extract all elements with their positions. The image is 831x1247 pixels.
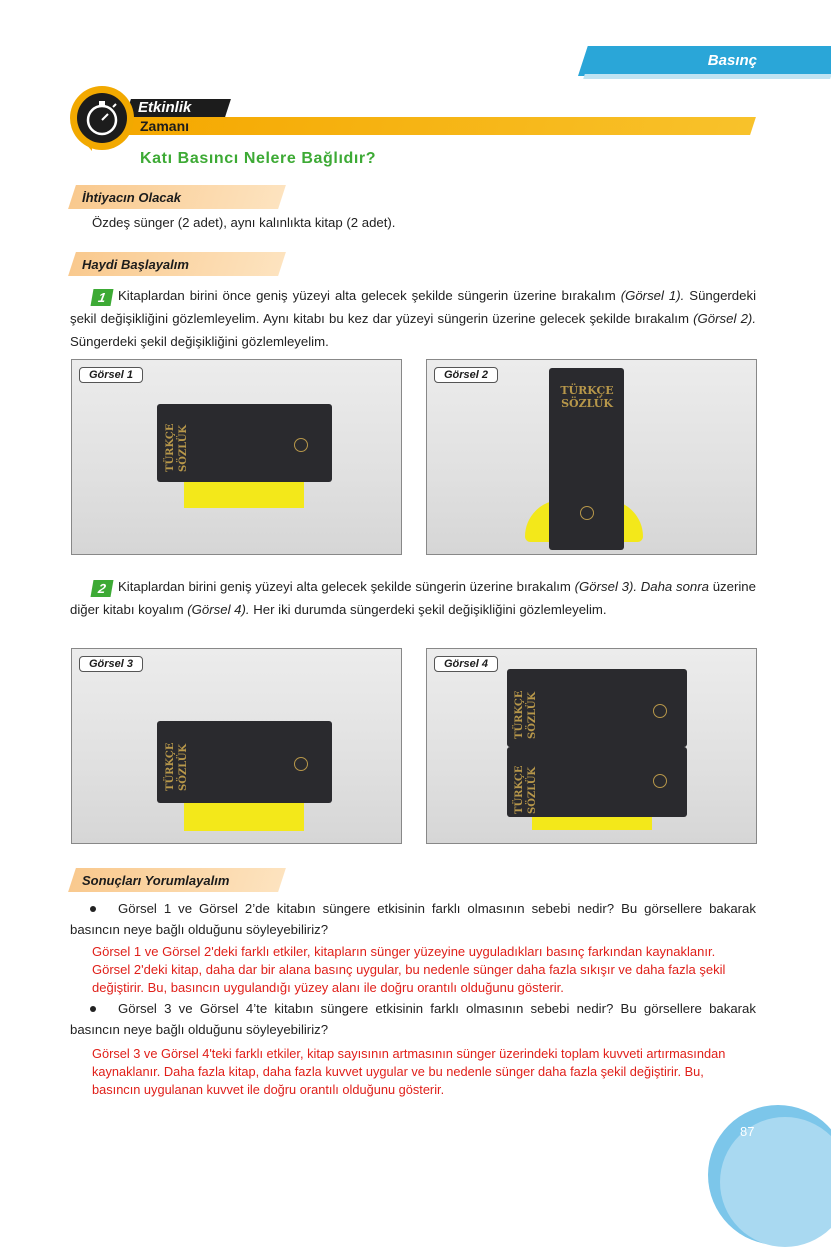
- book-title: TÜRKÇE SÖZLÜK: [165, 742, 189, 791]
- needs-text: Özdeş sünger (2 adet), aynı kalınlıkta kitap (2 adet).: [92, 215, 396, 230]
- book-emblem-icon: [653, 704, 667, 718]
- step-1-text-c: Süngerdeki şekil değişikliğini gözlemleyelim.: [70, 334, 329, 349]
- step-1-paragraph: [70, 284, 756, 353]
- section-title: Basınç: [707, 52, 757, 69]
- etkinlik-label: Etkinlik: [138, 99, 192, 116]
- answer-2: Görsel 3 ve Görsel 4'teki farklı etkiler, kitap sayısının artmasının sünger üzerindeki toplam kuvveti artırmasından kaynaklanır. Daha fazla kitap, daha fazla kuvvet uygular ve bu nedenle sünger daha fazla şekil değiştirir. Bu, basıncın uygulanan kuvvet ile doğru orantılı olduğunu gösterir.: [92, 1046, 726, 1097]
- step-2-number: 2: [91, 580, 114, 597]
- photo-2-label: Görsel 2: [434, 367, 498, 383]
- start-heading: Haydi Başlayalım: [82, 257, 189, 272]
- book-emblem-icon: [580, 506, 594, 520]
- question-2: Görsel 3 ve Görsel 4’te kitabın süngere etkisinin farklı olmasının sebebi nedir? Bu görsellere bakarak basıncın neye bağlı olduğunu söyleyebiliriz?: [70, 1001, 756, 1037]
- step-1-ref-2: (Görsel 2).: [693, 311, 756, 326]
- photo-1-label: Görsel 1: [79, 367, 143, 383]
- step-2-ref-1: (Görsel 3). Daha sonra: [574, 579, 709, 594]
- step-1-ref-1: (Görsel 1).: [620, 288, 685, 303]
- step-2-text-c: Her iki durumda süngerdeki şekil değişikliğini gözlemleyelim.: [253, 602, 607, 617]
- photo-4-label: Görsel 4: [434, 656, 498, 672]
- step-2-text-b: üzerine diğer kitabı koyalım: [70, 579, 756, 617]
- photo-1: [71, 359, 402, 555]
- bullet-icon: [90, 906, 96, 912]
- stopwatch-icon: [77, 93, 127, 143]
- answer-1: Görsel 1 ve Görsel 2'deki farklı etkiler, kitapların sünger yüzeyine uyguladıkları basınç farkından kaynaklanır. Görsel 2'deki kitap, daha dar bir alana basınç uygular, bu nedenle sünger daha fazla sıkışır ve daha fazla şekil değiştirir. Bu, basıncın uygulandığı yüzey alanı ile doğru orantılı olduğunu gösterir.: [92, 944, 726, 995]
- step-2-text-a: Kitaplardan birini geniş yüzeyi alta gelecek şekilde süngerin üzerine bırakalım: [118, 579, 571, 594]
- bullet-icon: [90, 1006, 96, 1012]
- page-number: 87: [740, 1124, 755, 1139]
- sponge: [184, 478, 304, 508]
- activity-title: Katı Basıncı Nelere Bağlıdır?: [140, 150, 377, 167]
- zamani-bar: [125, 117, 756, 135]
- header-tab: [578, 46, 831, 76]
- photo-4: [426, 648, 757, 844]
- step-1-text-b: Süngerdeki şekil değişikliğini gözlemleyelim. Aynı kitabı bu kez dar yüzeyi süngerin üzerine gelecek şekilde bırakalım: [70, 288, 756, 326]
- book-title-bottom: TÜRKÇE SÖZLÜK: [514, 765, 538, 814]
- zamani-label: Zamanı: [140, 118, 190, 134]
- step-1-text-a: Kitaplardan birini önce geniş yüzeyi alta gelecek şekilde süngerin üzerine bırakalım: [118, 288, 616, 303]
- book-emblem-icon: [294, 757, 308, 771]
- header-tab-shadow: [583, 74, 831, 79]
- book-title: TÜRKÇE SÖZLÜK: [165, 423, 189, 472]
- question-1: Görsel 1 ve Görsel 2’de kitabın süngere etkisinin farklı olmasının sebebi nedir? Bu görsellere bakarak basıncın neye bağlı olduğunu söyleyebiliriz?: [70, 901, 756, 937]
- book-title-top: TÜRKÇE SÖZLÜK: [514, 690, 538, 739]
- step-2-ref-2: (Görsel 4).: [187, 602, 250, 617]
- needs-heading: İhtiyacın Olacak: [82, 190, 181, 205]
- photo-2: [426, 359, 757, 555]
- photo-3-label: Görsel 3: [79, 656, 143, 672]
- step-2-paragraph: [70, 575, 756, 621]
- book-emblem-icon: [653, 774, 667, 788]
- step-1-number: 1: [91, 289, 114, 306]
- book-emblem-icon: [294, 438, 308, 452]
- book-title: TÜRKÇE SÖZLÜK: [560, 384, 614, 410]
- results-heading: Sonuçları Yorumlayalım: [82, 873, 230, 888]
- sponge: [184, 799, 304, 831]
- photo-3: [71, 648, 402, 844]
